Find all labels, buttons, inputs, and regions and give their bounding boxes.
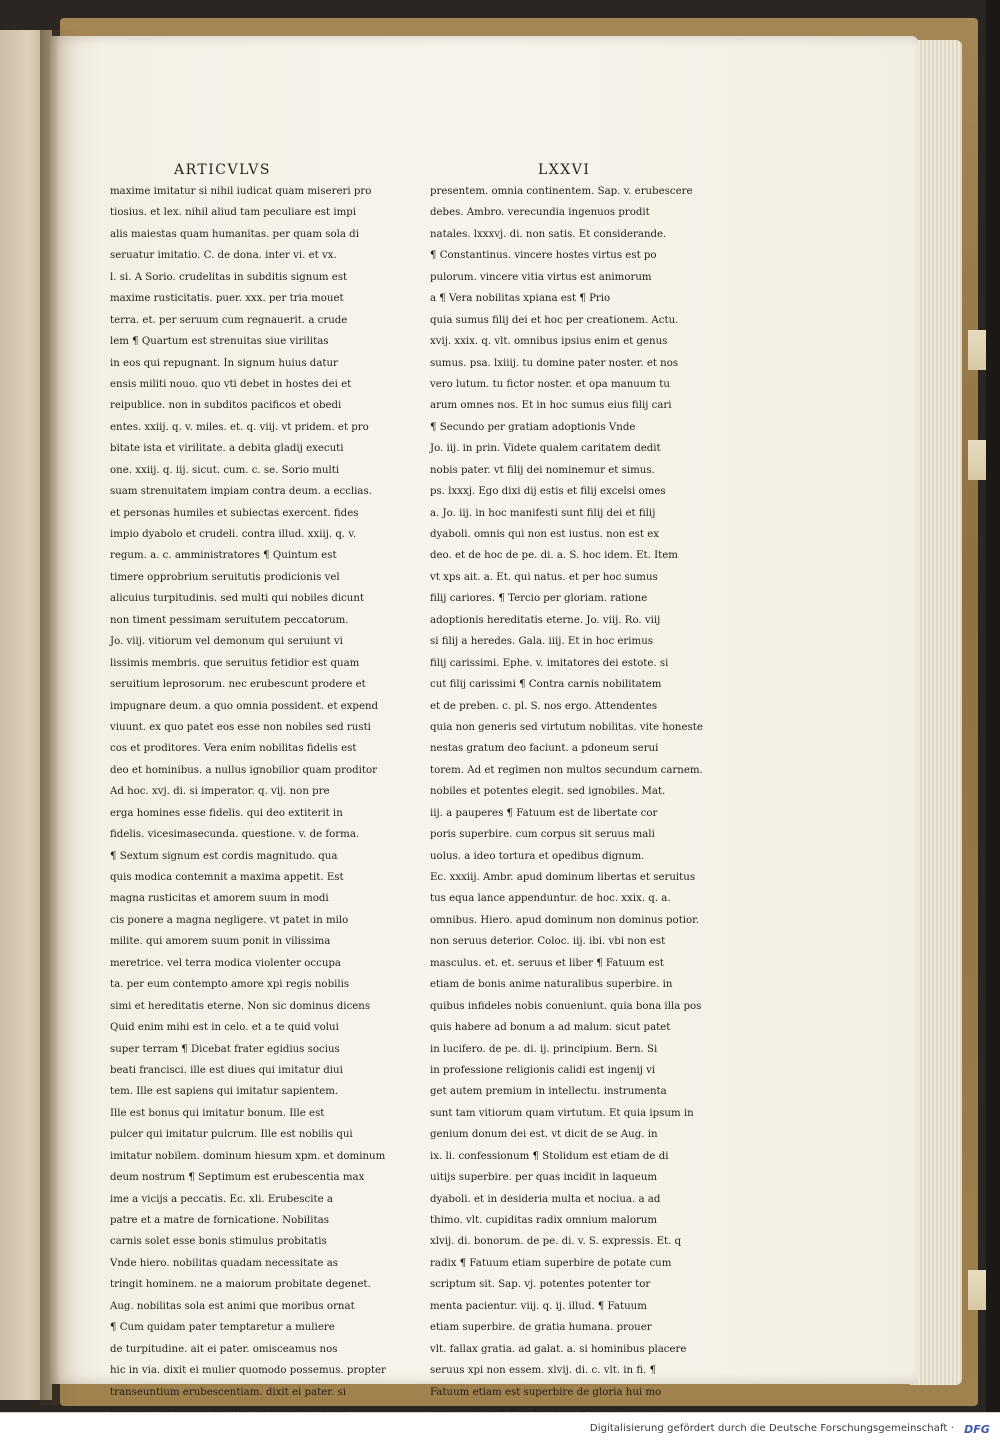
text-line-right: natales. lxxxvj. di. non satis. Et considerande.: [430, 228, 667, 240]
text-line-left: tringit hominem. ne a maiorum probitate degenet.: [110, 1279, 371, 1291]
text-line-right: xlvij. di. bonorum. de pe. di. v. S. expressis. Et. q: [430, 1236, 682, 1248]
text-line-right: et de preben. c. pl. S. nos ergo. Attendentes: [430, 700, 658, 712]
text-line-right: seruus xpi non essem. xlvij. di. c. vlt. in fi. ¶: [430, 1365, 657, 1377]
text-line-right: get autem premium in intellectu. instrumenta: [430, 1086, 667, 1098]
text-line-left: simi et hereditatis eterne. Non sic dominus dicens: [110, 1000, 371, 1012]
text-line-right: filij cariores. ¶ Tercio per gloriam. ratione: [430, 593, 648, 605]
text-line-left: meretrice. vel terra modica violenter occupa: [110, 957, 341, 969]
text-line-right: si filij a heredes. Gala. iiij. Et in hoc erimus: [430, 636, 653, 648]
text-line-right: uolus. a ideo tortura et opedibus dignum.: [430, 850, 645, 862]
text-line-right: etiam de bonis anime naturalibus superbire. in: [430, 979, 673, 991]
text-line-left: viuunt. ex quo patet eos esse non nobiles sed rusti: [110, 721, 371, 733]
text-line-left: alis maiestas quam humanitas. per quam sola di: [110, 228, 359, 240]
text-line-left: maxime rusticitatis. puer. xxx. per tria mouet: [110, 293, 344, 305]
text-line-left: tem. Ille est sapiens qui imitatur sapientem.: [110, 1086, 339, 1098]
text-line-left: impio dyabolo et crudeli. contra illud. xxiij. q. v.: [110, 529, 357, 540]
text-line-left: timere opprobrium seruitutis prodicionis vel: [110, 571, 340, 583]
text-line-left: maxime imitatur si nihil iudicat quam misereri pro: [110, 186, 372, 197]
text-line-left: beati francisci. ille est diues qui imitatur diui: [110, 1064, 343, 1076]
text-line-left: ¶ Cum quidam pater temptaretur a muliere: [110, 1322, 335, 1334]
text-line-right: quibus infideles nobis conueniunt. quia bona illa pos: [430, 1000, 702, 1012]
text-line-right: sunt tam vitiorum quam virtutum. Et quia ipsum in: [430, 1107, 694, 1119]
text-line-right: torem. Ad et regimen non multos secundum carnem.: [430, 764, 703, 776]
text-line-right: quia non generis sed virtutum nobilitas. vite honeste: [430, 721, 703, 733]
text-line-right: nobis pater. vt filij dei nominemur et simus.: [430, 464, 655, 476]
text-column-right: [430, 181, 712, 1424]
text-line-right: nestas gratum deo faciunt. a pdoneum serui: [430, 743, 659, 755]
text-line-right: uitijs superbire. per quas incidit in laqueum: [430, 1172, 658, 1184]
text-line-left: Vnde hiero. nobilitas quadam necessitate as: [110, 1257, 338, 1269]
text-line-left: hic in via. dixit ei mulier quomodo possemus. propter: [110, 1365, 386, 1377]
text-line-right: etiam superbire. de gratia humana. prouer: [430, 1322, 652, 1334]
text-line-right: ps. lxxxj. Ego dixi dij estis et filij excelsi omes: [430, 486, 666, 498]
text-line-left: tiosius. et lex. nihil aliud tam peculiare est impi: [110, 207, 357, 219]
text-line-left: imitatur nobilem. dominum hiesum xpm. et dominum: [110, 1150, 386, 1162]
text-line-left: lissimis membris. que seruitus fetidior est quam: [110, 657, 360, 669]
text-line-right: masculus. et. et. seruus et liber ¶ Fatuum est: [430, 957, 664, 969]
text-line-left: pulcer qui imitatur pulcrum. Ille est nobilis qui: [110, 1129, 353, 1141]
text-line-left: reipublice. non in subditos pacificos et obedi: [110, 400, 342, 412]
text-line-left: in eos qui repugnant. In signum huius datur: [110, 357, 338, 369]
text-line-left: cis ponere a magna negligere. vt patet in milo: [110, 914, 349, 926]
text-line-right: pulorum. vincere vitia virtus est animorum: [430, 271, 652, 283]
text-line-left: et personas humiles et subiectas exercent. fides: [110, 507, 359, 519]
text-line-left: ensis militi nouo. quo vti debet in hostes dei et: [110, 378, 352, 390]
text-line-right: in professione religionis calidi est ingenij vi: [430, 1064, 656, 1076]
text-line-right: adoptionis hereditatis eterne. Jo. viij. Ro. viij: [430, 614, 661, 626]
text-line-right: vlt. fallax gratia. ad galat. a. si hominibus placere: [430, 1343, 687, 1355]
text-line-left: Ille est bonus qui imitatur bonum. Ille est: [110, 1107, 325, 1119]
text-line-right: tus equa lance appenduntur. de hoc. xxix. q. a.: [430, 893, 671, 905]
text-line-left: seruatur imitatio. C. de dona. inter vi. et vx.: [110, 250, 337, 262]
text-line-left: deum nostrum ¶ Septimum est erubescentia max: [110, 1172, 365, 1184]
text-line-left: regum. a. c. amministratores ¶ Quintum est: [110, 550, 337, 562]
text-line-left: deo et hominibus. a nullus ignobilior quam proditor: [110, 764, 377, 776]
text-line-left: impugnare deum. a quo omnia possident. et expend: [110, 700, 379, 712]
text-line-right: Ec. xxxiij. Ambr. apud dominum libertas et seruitus: [430, 872, 696, 883]
text-line-left: erga homines esse fidelis. qui deo extiterit in: [110, 807, 343, 819]
text-line-right: iij. a pauperes ¶ Fatuum est de libertate cor: [430, 807, 658, 819]
footer-bar: [0, 1412, 1000, 1444]
text-line-left: magna rusticitas et amorem suum in modi: [110, 893, 329, 905]
text-line-right: sumus. psa. lxiiij. tu domine pater noster. et nos: [430, 357, 679, 369]
text-line-right: vero lutum. tu fictor noster. et opa manuum tu: [430, 378, 670, 390]
text-line-left: ta. per eum contempto amore xpi regis nobilis: [110, 979, 350, 991]
text-line-right: vt xps ait. a. Et. qui natus. et per hoc sumus: [430, 571, 658, 583]
text-line-left: transeuntium erubescentiam. dixit ei pater. si: [110, 1386, 346, 1398]
text-line-right: debes. Ambro. verecundia ingenuos prodit: [430, 207, 650, 219]
text-line-left: milite. qui amorem suum ponit in vilissima: [110, 936, 331, 948]
text-line-right: presentem. omnia continentem. Sap. v. erubescere: [430, 186, 693, 197]
funding-credit: Digitalisierung gefördert durch die Deutsche Forschungsgemeinschaft ·: [589, 1423, 954, 1434]
text-line-left: Aug. nobilitas sola est animi que moribus ornat: [110, 1300, 355, 1312]
scanner-border: [986, 0, 1000, 1412]
text-line-right: a ¶ Vera nobilitas xpiana est ¶ Prio: [430, 293, 611, 305]
text-line-right: menta pacientur. viij. q. ij. illud. ¶ Fatuum: [430, 1300, 647, 1312]
text-line-left: seruitium leprosorum. nec erubescunt prodere et: [110, 679, 366, 691]
text-line-left: de turpitudine. ait ei pater. omisceamus nos: [110, 1343, 338, 1355]
text-line-right: Fatuum etiam est superbire de gloria hui mo: [430, 1386, 662, 1398]
text-line-left: quis modica contemnit a maxima appetit. Est: [110, 872, 344, 883]
text-line-right: thimo. vlt. cupiditas radix omnium malorum: [430, 1215, 658, 1226]
text-line-right: xvij. xxix. q. vlt. omnibus ipsius enim et genus: [430, 336, 668, 348]
running-head-left: ARTICVLVS: [174, 162, 271, 178]
spine-shadow: [40, 30, 80, 1405]
text-line-left: carnis solet esse bonis stimulus probitatis: [110, 1236, 327, 1248]
text-line-right: deo. et de hoc de pe. di. a. S. hoc idem. Et. Item: [430, 550, 678, 562]
text-line-left: Quid enim mihi est in celo. et a te quid volui: [110, 1022, 339, 1034]
text-line-left: patre et a matre de fornicatione. Nobilitas: [110, 1215, 329, 1226]
text-line-right: genium donum dei est. vt dicit de se Aug. in: [430, 1129, 658, 1141]
text-line-left: Jo. viij. vitiorum vel demonum qui seruiunt vi: [110, 636, 343, 648]
text-column-left: [110, 181, 392, 1424]
text-line-right: cut filij carissimi ¶ Contra carnis nobilitatem: [430, 679, 662, 691]
text-line-left: lem ¶ Quartum est strenuitas siue virilitas: [110, 336, 329, 348]
text-line-right: nobiles et potentes elegit. sed ignobiles. Mat.: [430, 786, 666, 798]
text-line-right: scriptum sit. Sap. vj. potentes potenter tor: [430, 1279, 651, 1291]
text-line-right: omnibus. Hiero. apud dominum non dominus potior.: [430, 914, 700, 926]
text-line-right: a. Jo. iij. in hoc manifesti sunt filij dei et filij: [430, 507, 656, 519]
text-line-left: entes. xxiij. q. v. miles. et. q. viij. vt pridem. et pro: [110, 421, 369, 433]
text-line-left: non timent pessimam seruitutem peccatorum.: [110, 614, 349, 626]
text-line-right: filij carissimi. Ephe. v. imitatores dei estote. si: [430, 657, 669, 669]
text-line-right: dyaboli. et in desideria multa et nociua. a ad: [430, 1193, 661, 1205]
text-line-right: Jo. iij. in prin. Videte qualem caritatem dedit: [430, 443, 661, 455]
text-line-right: radix ¶ Fatuum etiam superbire de potate cum: [430, 1257, 672, 1269]
text-line-left: l. si. A Sorio. crudelitas in subditis signum est: [110, 271, 348, 283]
text-line-right: dyaboli. omnis qui non est iustus. non est ex: [430, 529, 660, 540]
text-line-right: ¶ Constantinus. vincere hostes virtus est po: [430, 250, 657, 262]
svg-text:DFG: DFG: [964, 1423, 990, 1436]
text-line-left: cos et proditores. Vera enim nobilitas fidelis est: [110, 743, 357, 755]
text-line-right: non seruus deterior. Coloc. iij. ibi. vbi non est: [430, 936, 666, 948]
text-line-left: bitate ista et virilitate. a debita gladij executi: [110, 443, 344, 455]
text-line-left: ime a vicijs a peccatis. Ec. xli. Erubescite a: [110, 1193, 333, 1205]
text-line-right: in lucifero. de pe. di. ij. principium. Bern. Si: [430, 1043, 658, 1055]
running-head-right: LXXVI: [538, 162, 591, 178]
text-line-left: alicuius turpitudinis. sed multi qui nobiles dicunt: [110, 593, 365, 605]
text-line-right: arum omnes nos. Et in hoc sumus eius filij cari: [430, 400, 672, 412]
text-line-left: ¶ Sextum signum est cordis magnitudo. qua: [110, 850, 338, 862]
text-line-left: terra. et. per seruum cum regnauerit. a crude: [110, 314, 348, 326]
text-line-right: poris superbire. cum corpus sit seruus mali: [430, 829, 655, 841]
text-line-left: Ad hoc. xvj. di. si imperator. q. vij. non pre: [110, 786, 330, 798]
text-line-right: ¶ Secundo per gratiam adoptionis Vnde: [430, 421, 636, 433]
text-line-left: super terram ¶ Dicebat frater egidius socius: [110, 1043, 340, 1055]
text-line-left: fidelis. vicesimasecunda. questione. v. de forma.: [110, 829, 360, 841]
text-line-right: quia sumus filij dei et hoc per creationem. Actu.: [430, 314, 679, 326]
text-line-left: suam strenuitatem impiam contra deum. a ecclias.: [110, 486, 372, 498]
text-line-left: one. xxiij. q. iij. sicut. cum. c. se. Sorio multi: [110, 464, 340, 476]
text-line-right: ix. li. confessionum ¶ Stolidum est etiam de di: [430, 1150, 669, 1162]
dfg-logo-icon: [960, 1421, 994, 1436]
text-line-right: quis habere ad bonum a ad malum. sicut patet: [430, 1022, 671, 1034]
